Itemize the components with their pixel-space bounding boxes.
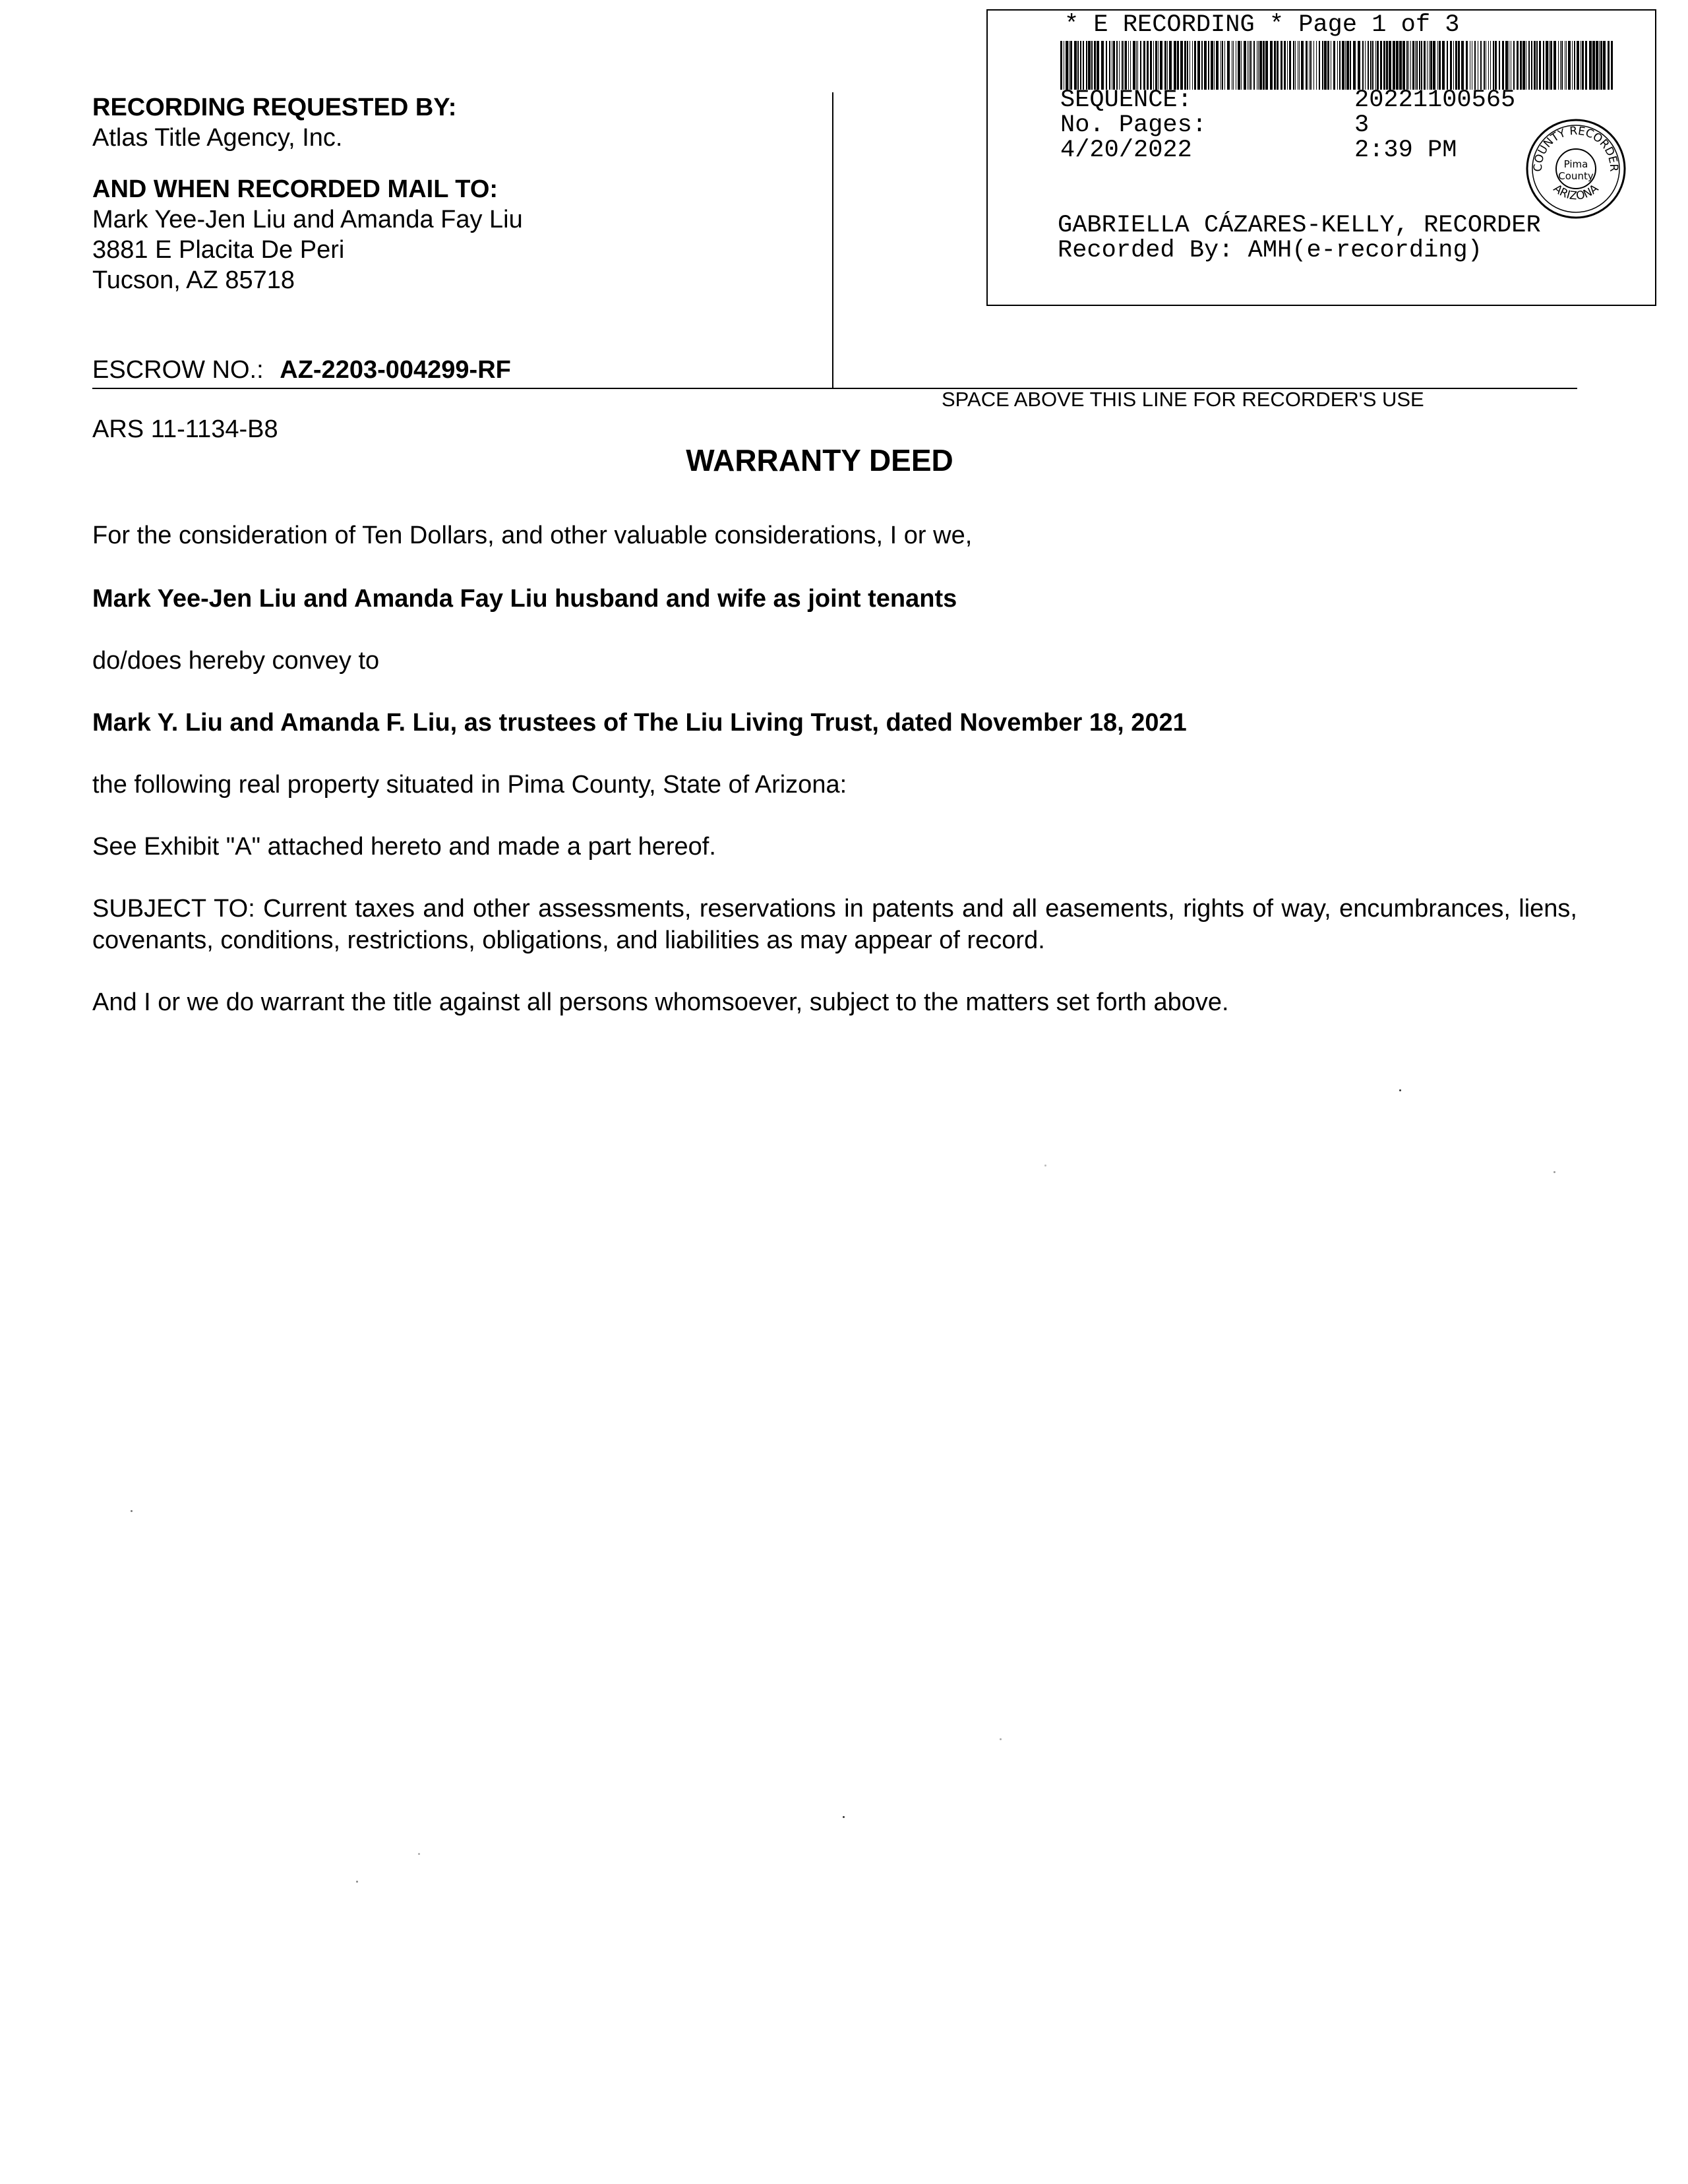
recorder-use-note: SPACE ABOVE THIS LINE FOR RECORDER'S USE bbox=[942, 388, 1424, 411]
escrow-label: ESCROW NO.: bbox=[92, 356, 264, 384]
county-seal-icon bbox=[1523, 116, 1629, 222]
scan-speck bbox=[843, 1816, 845, 1818]
recording-requested-value: Atlas Title Agency, Inc. bbox=[92, 124, 343, 152]
document-title bbox=[0, 442, 1688, 479]
recorder-name: GABRIELLA CÁZARES-KELLY, RECORDER bbox=[1058, 212, 1541, 239]
mail-to-name: Mark Yee-Jen Liu and Amanda Fay Liu bbox=[92, 206, 523, 233]
recording-time: 2:39 PM bbox=[1354, 136, 1457, 164]
mail-to-label: AND WHEN RECORDED MAIL TO: bbox=[92, 175, 498, 203]
subject-to-paragraph: SUBJECT TO: Current taxes and other assessments, reservations in patents and all easements, rights of way, encumbrances, liens, covenants, conditions, restrictions, obligations, and liabilities as may appear of record. bbox=[92, 895, 1577, 954]
escrow-line bbox=[92, 355, 511, 385]
scan-speck bbox=[1553, 1171, 1555, 1173]
pages-value: 3 bbox=[1354, 111, 1370, 139]
escrow-number: AZ-2203-004299-RF bbox=[280, 356, 511, 384]
header-divider-vertical bbox=[832, 92, 833, 388]
seal-center-text-1: Pima bbox=[1563, 158, 1588, 170]
recorded-by: Recorded By: AMH(e-recording) bbox=[1058, 237, 1482, 264]
grantors: Mark Yee-Jen Liu and Amanda Fay Liu husband and wife as joint tenants bbox=[92, 585, 957, 613]
svg-text:ARIZONA bbox=[1551, 182, 1602, 203]
seal-top-text: COUNTY RECORDER bbox=[1531, 124, 1621, 172]
convey-paragraph: do/does hereby convey to bbox=[92, 647, 380, 675]
property-paragraph: the following real property situated in Pima County, State of Arizona: bbox=[92, 771, 847, 799]
scan-speck bbox=[356, 1881, 358, 1883]
ars-reference: ARS 11-1134-B8 bbox=[92, 415, 278, 443]
mail-to-street: 3881 E Placita De Peri bbox=[92, 236, 345, 264]
recording-date: 4/20/2022 bbox=[1060, 136, 1192, 164]
grantees: Mark Y. Liu and Amanda F. Liu, as trustees of The Liu Living Trust, dated November 18, 2021 bbox=[92, 709, 1187, 737]
sequence-value: 20221100565 bbox=[1354, 86, 1516, 114]
recorder-stamp-box bbox=[986, 9, 1656, 306]
pages-label: No. Pages: bbox=[1060, 111, 1207, 139]
mail-to-city: Tucson, AZ 85718 bbox=[92, 266, 295, 294]
warranty-paragraph: And I or we do warrant the title against all persons whomsoever, subject to the matters set forth above. bbox=[92, 988, 1229, 1016]
seal-bottom-text: ARIZONA bbox=[1550, 182, 1602, 203]
scan-speck bbox=[418, 1853, 420, 1855]
scan-speck bbox=[131, 1510, 133, 1512]
scan-speck bbox=[1044, 1165, 1046, 1167]
seal-center-text-2: County bbox=[1558, 170, 1594, 182]
consideration-paragraph: For the consideration of Ten Dollars, and other valuable considerations, I or we, bbox=[92, 522, 973, 549]
exhibit-paragraph: See Exhibit "A" attached hereto and made a part hereof. bbox=[92, 833, 716, 861]
scan-speck bbox=[1000, 1738, 1002, 1740]
document-title-text: WARRANTY DEED bbox=[686, 443, 953, 477]
recording-banner: * E RECORDING * Page 1 of 3 bbox=[1064, 11, 1460, 39]
recording-requested-label: RECORDING REQUESTED BY: bbox=[92, 94, 457, 121]
scan-speck bbox=[1399, 1089, 1401, 1091]
barcode-icon bbox=[1060, 41, 1614, 90]
sequence-label: SEQUENCE: bbox=[1060, 86, 1192, 114]
